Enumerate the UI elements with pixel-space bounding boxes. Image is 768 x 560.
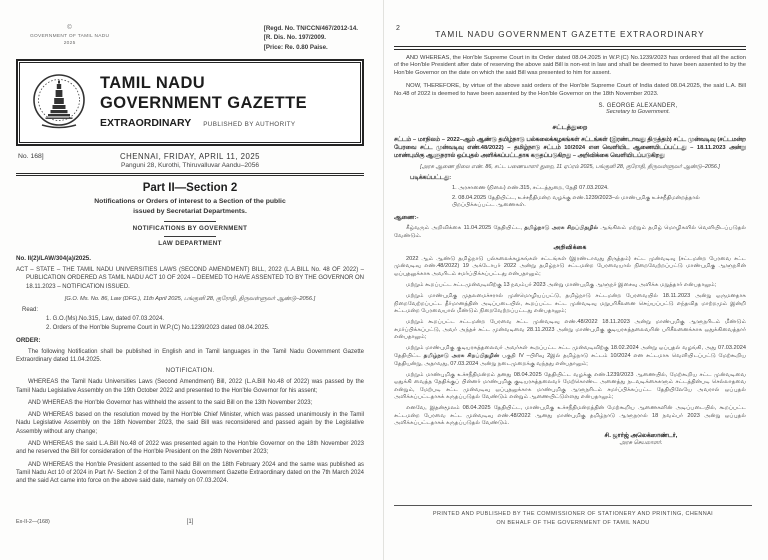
whereas-paragraph: WHEREAS the Tamil Nadu Universities Laws (Second Amendment) Bill, 2022 (L.A.Bill No.48 of 2022) was passed by the Tamil Nadu Legislative Assembly on the 19th October 2022 and presented to the Hon'ble Governor for his assent;: [16, 379, 364, 394]
tn-government-emblem-icon: [32, 70, 86, 134]
tamil-order-paragraph: கீழ்வரும் அறிவிக்கை 11.04.2025 தேதியிட்ட, தமிழ்நாடு அரசு சிறப்பிதழில் ஆங்கிலம் மற்றும் தமிழ் மொழிகளில் வெளியிடப்படுதல் வேண்டும்.: [394, 225, 746, 239]
whereas-paragraph: AND WHEREAS based on the resolution moved by the Hon'ble Chief Minister, which was passed unanimously in the Tamil Nadu Legislative Assembly on the 18th November 2023, the said Bill was reconsidered and passed again by the Legislative Assembly without any change;: [16, 412, 364, 435]
running-header-title: TAMIL NADU GOVERNMENT GAZETTE EXTRAORDINARY: [435, 30, 705, 39]
read-item: 1. G.O.(Ms).No.315, Law, dated 07.03.2024.: [46, 315, 165, 322]
footer-rule: [394, 505, 752, 506]
act-subject-paragraph: ACT – STATE – THE TAMIL NADU UNIVERSITIES LAWS (SECOND AMENDMENT) BILL, 2022 (L.A.BILL No. 48 OF 2022) – PUBLICATION ORDERED AS TAMIL NADU ACT 10 OF 2024 – DEEMED TO HAVE ASSENTED TO BY THE GOVERNOR ON 18.11.2023 – NOTIFICATION ISSUED.: [16, 267, 364, 290]
supreme-court-paragraph: AND WHEREAS, the Hon'ble Supreme Court in its Order dated 08.04.2025 in W.P.(C) No.1239/2023 has ordered that all the action of the Hon'ble President after date of reserving the above said Bill is non-est in law and shall be deemed to have been assented to by the Hon'ble Governor on the date on which the said Bill was presented to him for assent.: [394, 54, 746, 77]
issue-number: No. 168]: [18, 152, 44, 160]
gazette-title-line1: TAMIL NADU: [100, 74, 206, 93]
tamil-subject-paragraph: சட்டம் – மாநிலம் – 2022–ஆம் ஆண்டு தமிழ்நாடு பல்கலைக்கழகங்கள் சட்டங்கள் (இரண்டாவது திருத்தம்) சட்ட முன்வடிவு (சட்டமன்ற பேரவை சட்ட முன்வடிவு எண்.48/2022) – தமிழ்நாடு சட்டம் 10/2024 என வெளியிட ஆணையிடப்பட்டது – 18.11.2023 அன்று மாண்புமிகு ஆளுநரால் ஒப்புதல் அளிக்கப்பட்டதாக கருதப்படுகிறது – அறிவிக்கை வெளியிடப்படுகிறது: [394, 136, 746, 160]
notifications-by-government-heading: NOTIFICATIONS BY GOVERNMENT: [132, 225, 248, 233]
signatory-name: S. GEORGE ALEXANDER,: [598, 102, 678, 109]
r-dis-number: [R. Dis. No. 197/2009.: [263, 34, 327, 42]
page-1-footer: [16, 519, 364, 525]
page-number: [1]: [186, 519, 194, 525]
page-2: [384, 0, 768, 560]
gazette-name-bold: தமிழ்நாடு அரசு சிறப்பிதழில்: [524, 225, 599, 232]
edition-label: EXTRAORDINARY: [100, 117, 192, 130]
footer-reference: Ex-II-2—(168): [16, 519, 50, 525]
section-subtitle: Notifications or Orders of interest to a Section of the public issued by Secretariat Departments.: [94, 198, 286, 216]
issue-line: [16, 152, 364, 169]
tamil-whereas-paragraph: மற்றும் கூறப்பட்ட சட்டமன்ற பேரவை சட்ட முன்வடிவு எண்.48/2022 18.11.2023 அன்று மாண்புமிகு ஆளுநரிடம் மீண்டும் சமர்ப்பிக்கப்பட்டு, அவர் அந்தச் சட்ட முன்வடிவை 28.11.2023 அன்று மாண்புமிகு குடியரசுத்தலைவரின் பரிசீலனைக்காக ஒதுக்கிவைத்தார் என்பதாலும்;: [394, 319, 746, 341]
order-label: ORDER:: [16, 336, 41, 344]
signature-block-english: [558, 103, 718, 115]
read-item: 2. Orders of the Hon'ble Supreme Court in W.P.(C) No.1239/2023 dated 08.04.2025.: [46, 324, 270, 331]
tamil-go-reference-line: [அரசு ஆணை நிலை எண். 86, சட்ட பணையாளர் துறை, 11 ஏப்ரல் 2025, பங்குனி 28, குரோதி, திருவள்ளுவர் ஆண்டு–2056.]: [420, 164, 720, 171]
tamil-department-heading: சட்டத்துறை: [552, 123, 588, 131]
tamil-whereas-paragraph: மற்றும் மாண்புமிகு குடியரசுத்தலைவர் அவர்கள் கூறப்பட்ட சட்ட முன்வடிவிற்கு 18.02.2024 அன்று ஒப்புதல் வழங்கி, அது 07.03.2024 தேதியிட்ட தமிழ்நாடு அரசு சிறப்பிதழின் பகுதி IV –பிரிவு 2இல் தமிழ்நாடு சட்டம் 10/2024 என சட்டமாக வெளியிடப்பட்டு மேற்கூறிய தேதியன்று, அதாவது, 07.03.2024 அன்று நடைமுறைக்கு வந்தது என்பதாலும்;: [394, 345, 746, 367]
tamil-read-item: 1. அரசாணை (நிலை) எண்.315, சட்டத்துறை, தேதி 07.03.2024.: [452, 184, 609, 191]
tamil-whereas-paragraph: மற்றும் கூறப்பட்ட சட்டமுன்வடிவிற்கு 13 நவம்பர் 2023 அன்று மாண்புமிகு ஆளுநர் இசைவு அளிக்க மறுத்தார் என்பதாலும்;: [406, 282, 717, 289]
tamil-whereas-paragraph: 2022 ஆம் ஆண்டு தமிழ்நாடு பல்கலைக்கழகங்கள் சட்டங்கள் (இரண்டாவது திருத்தம்) சட்ட முன்வடிவு (சட்டமன்ற பேரவை சட்ட முன்வடிவு எண்.48/2022) 19 அக்டோபர் 2022 அன்று தமிழ்நாடு சட்டமன்ற பேரவையால் நிறைவேற்றப்பட்டு மாண்புமிகு ஆளுநரின் ஒப்புதலுக்காக அவரிடம் சமர்ப்பிக்கப்பட்டது என்பதாலும்;: [394, 255, 746, 278]
divider-rule: [164, 236, 216, 237]
page-number: 2: [396, 25, 400, 32]
signature-block-tamil: [566, 433, 716, 447]
issue-date-tamil-calendar: Panguni 28, Kurothi, Thiruvalluvar Aandu–2056: [120, 161, 260, 169]
notification-label: NOTIFICATION.: [165, 367, 215, 375]
tamil-read-label: படிக்கப்பட்டது:: [410, 175, 452, 182]
signatory-title-tamil: அரசு செயலாளர்.: [619, 439, 663, 446]
notification-number: No. II(2)/LAW/304(a)/2025.: [16, 255, 91, 263]
double-rule: [16, 173, 364, 177]
issue-date-english: CHENNAI, FRIDAY, APRIL 11, 2025: [119, 151, 260, 161]
copyright-icon: ©: [67, 25, 72, 31]
go-reference-line: [G.O. Ms. No. 86, Law (DFG.), 11th April 2025, பங்குனி 28, குரோதி, திருவள்ளுவர் ஆண்டு–2056.]: [64, 295, 316, 302]
tamil-order-label: ஆணை:-: [394, 214, 419, 221]
double-rule: [394, 46, 746, 50]
gazette-title-line2: GOVERNMENT GAZETTE: [100, 93, 308, 112]
divider-rule: [164, 221, 216, 222]
regd-number: [Regd. No. TN/CCN/467/2012-14.: [263, 25, 358, 32]
tamil-whereas-paragraph: மற்றும் மாண்புமிகு முதலமைச்சரால் முன்மொழியப்பட்டு, தமிழ்நாடு சட்டமன்ற பேரவையில் 18.11.2023 அன்று ஒருமனதாக நிறைவேற்றப்பட்ட தீர்மானத்தின் அடிப்படையில், கூறப்பட்ட சட்ட முன்வடிவு மறுபரிசீலனை செய்யப்பட்டு எந்தவித மாற்றமும் இன்றி சட்டமன்ற பேரவையால் மீண்டும் நிறைவேற்றப்பட்டது என்பதாலும்;: [394, 293, 746, 315]
tamil-concluding-paragraph: எனவே, இதன்மூலம் 08.04.2025 தேதியிட்ட, மாண்புமிகு உச்சநீதிமன்றத்தின் மேற்கூறிய ஆணைகளின் அடிப்படையில், கூறப்பட்ட சட்டமன்ற பேரவை சட்ட முன்வடிவு எண்.48/2022 ஆனது மாண்புமிகு தமிழ்நாடு ஆளுநரால் 18 நவம்பர் 2023 அன்று ஒப்புதல் அளிக்கப்பட்டதாகக் கருதப்படுதல் வேண்டும்.: [394, 405, 746, 427]
now-therefore-paragraph: NOW, THEREFORE, by virtue of the above said orders of the Hon'ble Supreme Court of India dated 08.04.2025, the said L.A. Bill No.48 of 2022 is deemed to have been assented by the Hon'ble Governor on the 18th November 2023.: [394, 83, 746, 97]
read-label: Read:: [22, 306, 39, 313]
part-section-heading: Part II—Section 2: [142, 182, 238, 195]
price-line: [Price: Re. 0.80 Paise.: [263, 43, 328, 51]
copyright-owner: GOVERNMENT OF TAMIL NADU: [30, 34, 110, 39]
imprint-line: PRINTED AND PUBLISHED BY THE COMMISSIONER OF STATIONERY AND PRINTING, CHENNAI: [432, 511, 714, 517]
whereas-paragraph: AND WHEREAS the Hon'ble President assented to the said Bill on the 18th February 2024 and the same was published as Tamil Nadu Act 10 of 2024 in Part IV- Section 2 of the Tamil Nadu Government Gazette Extraordinary dated on the 7th March 2024 and the said Act came into force on the above said date, namely on 07.03.2024.: [16, 461, 364, 485]
order-paragraph: The following Notification shall be published in English and in Tamil languages in the Tamil Nadu Government Gazette Extraordinary dated 11.04.2025.: [16, 348, 364, 364]
running-header: [394, 24, 746, 42]
department-heading: LAW DEPARTMENT: [158, 240, 222, 248]
imprint-line: ON BEHALF OF THE GOVERNMENT OF TAMIL NADU: [496, 519, 650, 526]
tamil-notification-label: அறிவிக்கை: [553, 244, 587, 252]
whereas-paragraph: AND WHEREAS the Hon'ble Governor has withheld the assent to the said Bill on the 13th November 2023;: [28, 399, 313, 406]
registration-block: [264, 24, 358, 52]
copyright-year: 2025: [63, 41, 76, 47]
authority-label: PUBLISHED BY AUTHORITY: [203, 121, 296, 129]
whereas-paragraph: AND WHEREAS the said L.A.Bill No.48 of 2022 was presented again to the Hon'ble Governor on the 18th November 2023 and he reserved the Bill for consideration of the Hon'ble President on the 28th November 2023;: [16, 441, 364, 456]
imprint-footer: [394, 505, 752, 528]
copyright-block: [30, 24, 109, 47]
signatory-title: Secretary to Government.: [605, 108, 671, 115]
tamil-read-item: 2. 08.04.2025 தேதியிட்ட, உச்சநீதிமன்ற வழக்கு எண்.1239/2023–ல் மாண்புமிகு உச்சநீதிமன்றத்தால் பிறப்பிக்கப்பட்ட ஆணைகள்.: [452, 194, 700, 209]
gazette-name-bold: தமிழ்நாடு அரசு சிறப்பிதழின்: [423, 352, 500, 359]
tamil-whereas-paragraph: மற்றும் மாண்புமிகு உச்சநீதிமன்றம் தனது 08.04.2025 தேதியிட்ட வழக்கு எண்.1239/2023 ஆணையில், மேற்கூறிய சட்ட முன்வடிவை ஒதுக்கி வைத்த தேதிக்குப் பின்னர் மாண்புமிகு குடியரசுத்தலைவர் மேற்கொண்ட அனைத்து நடவடிக்கைகளும் சட்டத்தின்படி செல்லாதவை என்றும், மேற்படி சட்ட முன்வடிவு ஒப்புதலுக்காக மாண்புமிகு ஆளுநரிடம் சமர்ப்பிக்கப்பட்ட தேதியிலேயே அவரால் ஒப்புதல் அளிக்கப்பட்டதாகக் கருதப்படுதல் வேண்டும் என்றும் ஆணையிட்டுள்ளது என்பதாலும்;: [394, 371, 746, 401]
masthead: [16, 59, 364, 146]
signatory-name-tamil: சி. ஜார்ஜ் அலெக்ஸாண்டர்,: [604, 432, 678, 439]
